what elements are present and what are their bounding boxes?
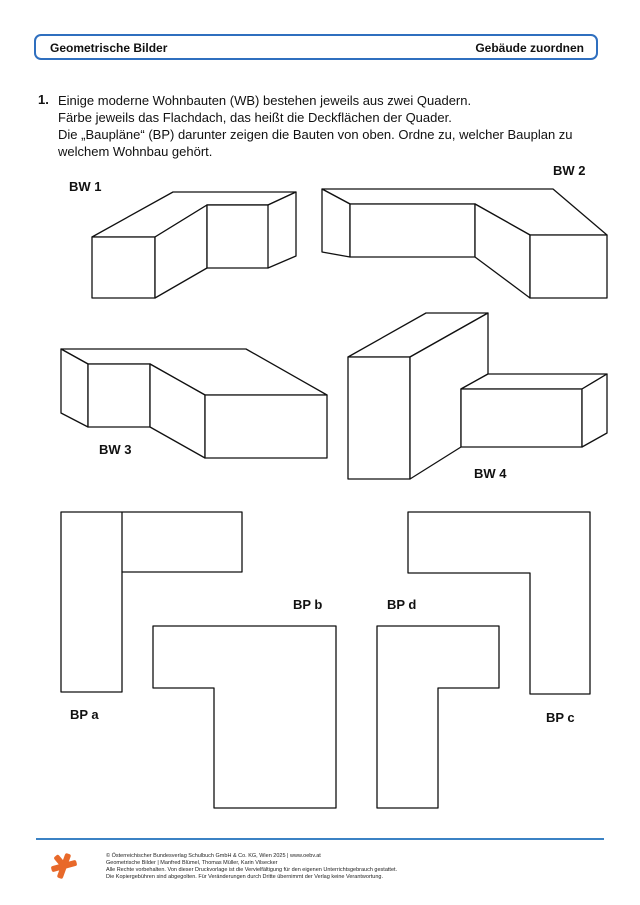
footer-line: Alle Rechte vorbehalten. Von dieser Druckvorlage ist die Vervielfältigung für den eigenen Unterrichtsgebrauch gestattet. — [106, 867, 398, 873]
task-line: Färbe jeweils das Flachdach, das heißt die Deckflächen der Quader. — [58, 110, 452, 125]
label-bw3: BW 3 — [99, 442, 132, 457]
footer-line: Die Kopiergebühren sind abgegolten. Für Veränderungen durch Dritte übernimmt der Verlag keine Verantwortung. — [106, 874, 384, 880]
bw2-front-right — [530, 235, 607, 298]
bw4-tall-front — [348, 357, 410, 479]
bw1-front-left — [92, 237, 155, 298]
building-bw2 — [322, 189, 607, 298]
label-bw2: BW 2 — [553, 163, 586, 178]
footer-line: Geometrische Bilder | Manfred Blümel, Thomas Müller, Karin Vilsecker — [106, 860, 278, 866]
footer-divider — [36, 838, 604, 840]
header-topic: Gebäude zuordnen — [475, 41, 584, 55]
plan-bp-d — [377, 626, 499, 808]
task-line: Einige moderne Wohnbauten (WB) bestehen jeweils aus zwei Quadern. — [58, 93, 472, 108]
publisher-logo — [50, 852, 78, 880]
plan-bp-b — [153, 626, 336, 808]
task-number: 1. — [38, 92, 49, 107]
label-bp-d: BP d — [387, 597, 417, 612]
task-line: Die „Baupläne“ (BP) darunter zeigen die Bauten von oben. Ordne zu, welcher Bauplan zu — [58, 127, 573, 142]
label-bp-b: BP b — [293, 597, 323, 612]
bw3-front-left — [88, 364, 150, 427]
footer-copyright — [106, 853, 397, 881]
bw2-front-left — [350, 204, 475, 257]
building-bw1 — [92, 192, 296, 298]
footer-line: © Österreichischer Bundesverlag Schulbuch GmbH & Co. KG, Wien 2025 | www.oebv.at — [106, 853, 321, 859]
label-bw1: BW 1 — [69, 179, 102, 194]
bw3-front-right — [205, 395, 327, 458]
bw1-front-right — [207, 205, 268, 268]
label-bw4: BW 4 — [474, 466, 507, 481]
header-title: Geometrische Bilder — [50, 41, 168, 55]
label-bp-a: BP a — [70, 707, 99, 722]
label-bp-c: BP c — [546, 710, 575, 725]
bw4-low-front — [461, 389, 582, 447]
building-bw4 — [348, 313, 607, 479]
task-line: welchem Wohnbau gehört. — [58, 144, 213, 159]
